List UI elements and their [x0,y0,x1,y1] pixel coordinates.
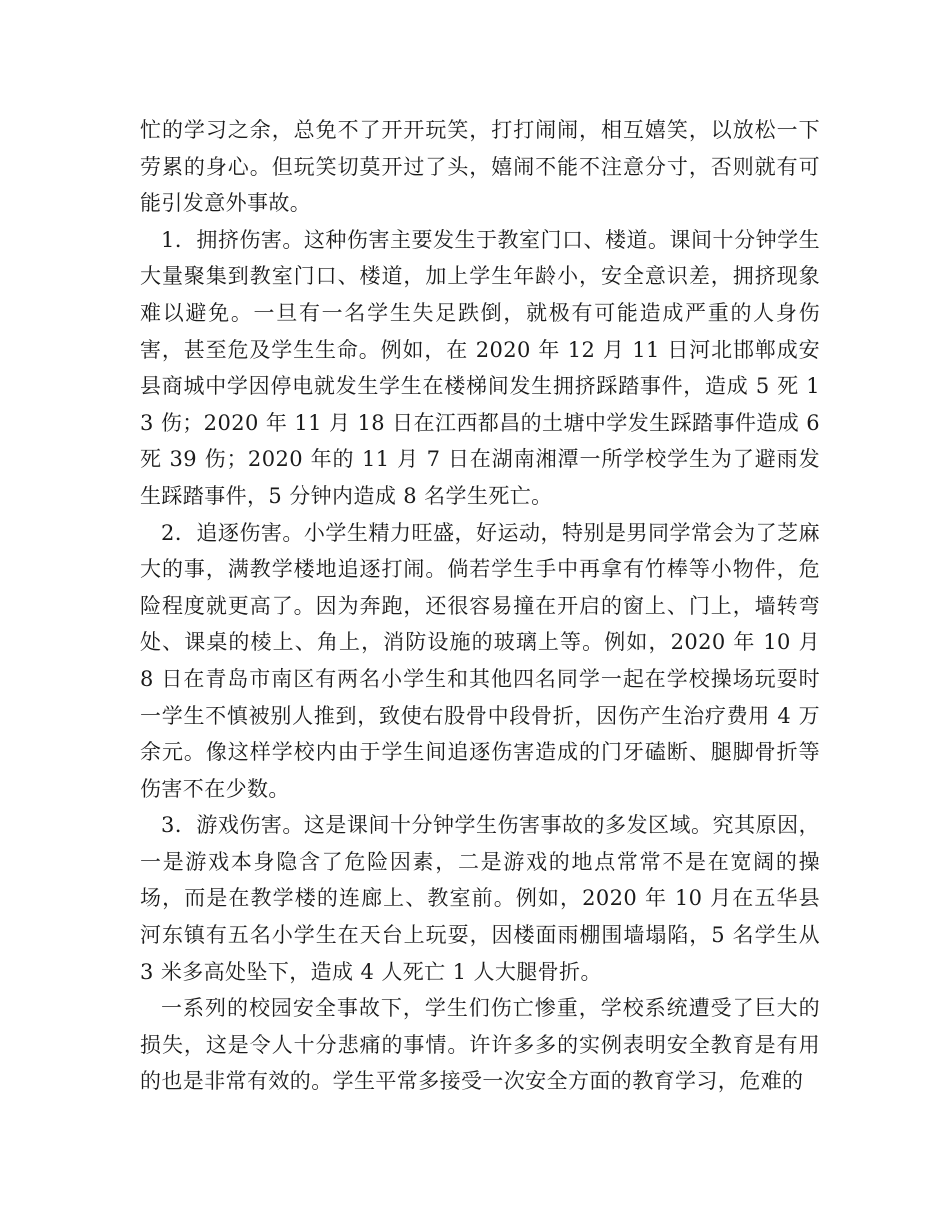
paragraph-game-injury: 3．游戏伤害。这是课间十分钟学生伤害事故的多发区域。究其原因，一是游戏本身隐含了危险因素，二是游戏的地点常常不是在宽阔的操场，而是在教学楼的连廊上、教室前。例如，2020 年 10 月在五华县河东镇有五名小学生在天台上玩耍，因楼面雨棚围墙塌陷，5 名学生从 3 米多高处坠下，造成 4 人死亡 1 人大腿骨折。 [140,813,820,984]
paragraph-chasing-injury: 2．追逐伤害。小学生精力旺盛，好运动，特别是男同学常会为了芝麻大的事，满教学楼地追逐打闹。倘若学生手中再拿有竹棒等小物件，危险程度就更高了。因为奔跑，还很容易撞在开启的窗上、门上，墙转弯处、课桌的棱上、角上，消防设施的玻璃上等。例如，2020 年 10 月 8 日在青岛市南区有两名小学生和其他四名同学一起在学校操场玩耍时一学生不慎被别人推到，致使右股骨中段骨折，因伤产生治疗费用 4 万余元。像这样学校内由于学生间追逐伤害造成的门牙磕断、腿脚骨折等伤害不在少数。 [140,520,820,801]
paragraph-crowding-injury: 1．拥挤伤害。这种伤害主要发生于教室门口、楼道。课间十分钟学生大量聚集到教室门口、楼道，加上学生年龄小，安全意识差，拥挤现象难以避免。一旦有一名学生失足跌倒，就极有可能造成严重的人身伤害，甚至危及学生生命。例如，在 2020 年 12 月 11 日河北邯郸成安县商城中学因停电就发生学生在楼梯间发生拥挤踩踏事件，造成 5 死 13 伤；2020 年 11 月 18 日在江西都昌的土塘中学发生踩踏事件造成 6 死 39 伤；2020 年的 11 月 7 日在湖南湘潭一所学校学生为了避雨发生踩踏事件，5 分钟内造成 8 名学生死亡。 [140,227,820,508]
paragraph-continuation: 忙的学习之余，总免不了开开玩笑，打打闹闹，相互嬉笑，以放松一下劳累的身心。但玩笑切莫开过了头，嬉闹不能不注意分寸，否则就有可能引发意外事故。 [140,118,820,216]
document-body [140,112,820,1100]
paragraph-summary: 一系列的校园安全事故下，学生们伤亡惨重，学校系统遭受了巨大的损失，这是令人十分悲痛的事情。许许多多的实例表明安全教育是有用的也是非常有效的。学生平常多接受一次安全方面的教育学习，危难的 [140,996,820,1094]
